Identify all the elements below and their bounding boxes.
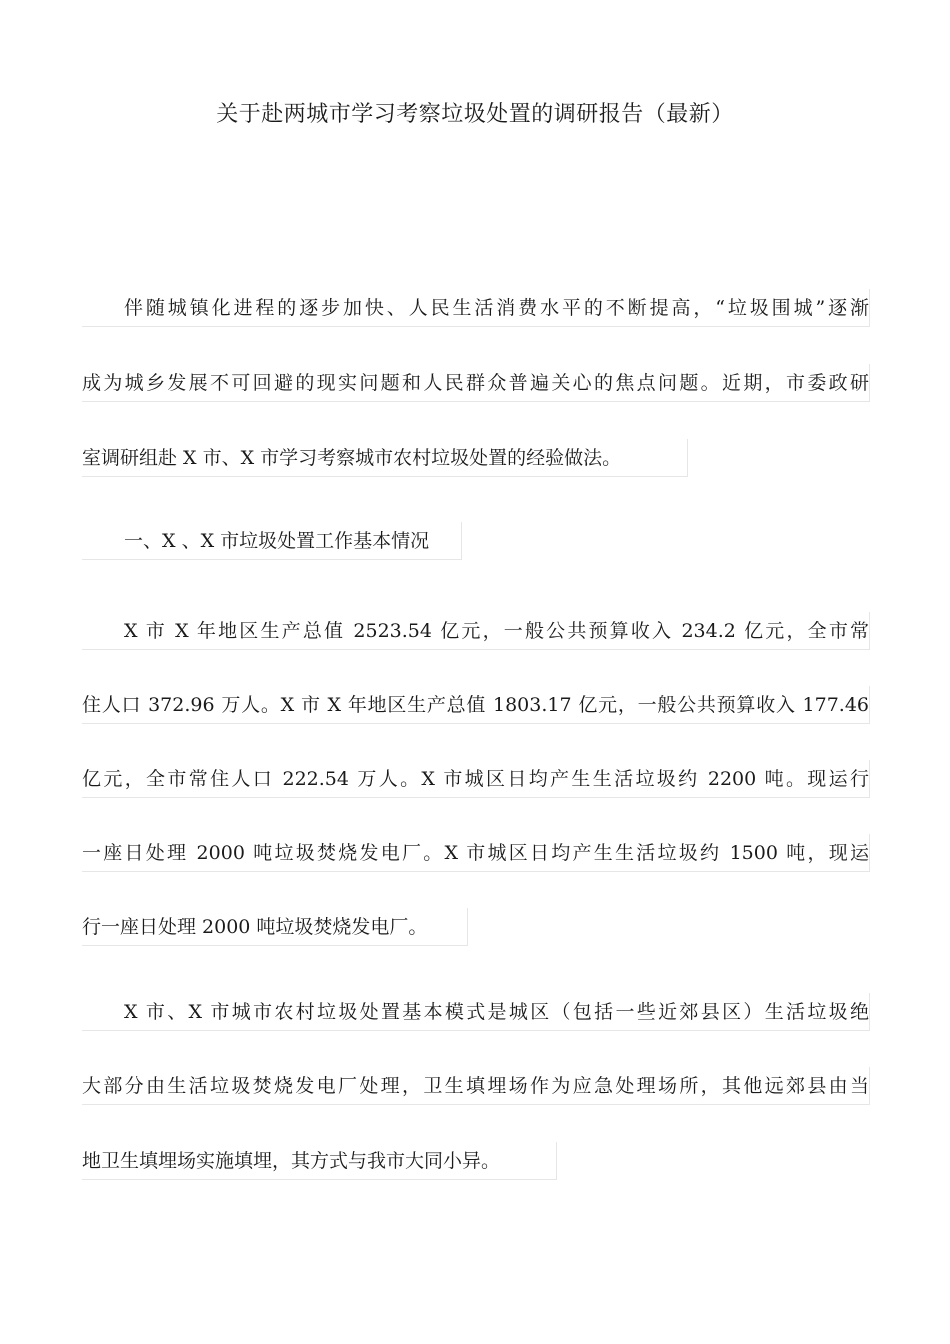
paragraph-3-line-2: 大部分由生活垃圾焚烧发电厂处理，卫生填埋场作为应急处理场所，其他远郊县由当 bbox=[82, 1067, 870, 1105]
document-title: 关于赴两城市学习考察垃圾处置的调研报告（最新） bbox=[216, 102, 734, 127]
paragraph-3-line-3: 地卫生填埋场实施填埋，其方式与我市大同小异。 bbox=[82, 1142, 557, 1180]
paragraph-2-line-4: 一座日处理 2000 吨垃圾焚烧发电厂。X 市城区日均产生生活垃圾约 1500 吨，现运 bbox=[82, 834, 870, 872]
paragraph-2-line-2: 住人口 372.96 万人。X 市 X 年地区生产总值 1803.17 亿元，一般公共预算收入 177.46 bbox=[82, 686, 870, 724]
paragraph-3-line-1: X 市、X 市城市农村垃圾处置基本模式是城区（包括一些近郊县区）生活垃圾绝 bbox=[82, 993, 870, 1031]
paragraph-2-line-5: 行一座日处理 2000 吨垃圾焚烧发电厂。 bbox=[82, 908, 468, 946]
paragraph-1-line-2: 成为城乡发展不可回避的现实问题和人民群众普遍关心的焦点问题。近期，市委政研 bbox=[82, 364, 870, 402]
section-heading-1: 一、X 、X 市垃圾处置工作基本情况 bbox=[82, 522, 462, 560]
paragraph-1-line-1: 伴随城镇化进程的逐步加快、人民生活消费水平的不断提高，“垃圾围城”逐渐 bbox=[82, 289, 870, 327]
paragraph-2-line-1: X 市 X 年地区生产总值 2523.54 亿元，一般公共预算收入 234.2 亿元，全市常 bbox=[82, 612, 870, 650]
paragraph-1-line-3: 室调研组赴 X 市、X 市学习考察城市农村垃圾处置的经验做法。 bbox=[82, 439, 688, 477]
paragraph-2-line-3: 亿元，全市常住人口 222.54 万人。X 市城区日均产生生活垃圾约 2200 吨。现运行 bbox=[82, 760, 870, 798]
